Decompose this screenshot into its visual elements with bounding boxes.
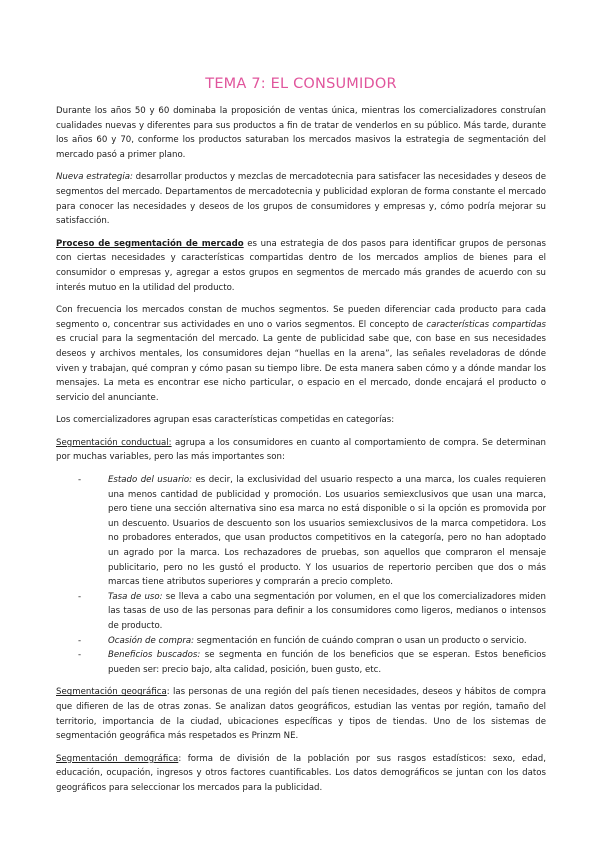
term-segmentacion-demografica: Segmentación demográfica xyxy=(56,753,179,764)
paragraph-segmentos xyxy=(56,303,546,405)
paragraph-text: es una estrategia de dos pasos para identificar grupos de personas con ciertas necesidades y características compartidas dentro de los mercados amplios de bienes para el consumidor o empresas y, agregar a estos grupos en segmentos de mercado más grandes de acuerdo con su interés mutuo en la utilidad del producto. xyxy=(56,238,546,293)
bullet-mark: - xyxy=(78,475,82,486)
paragraph-segmentacion-conductual xyxy=(56,436,546,465)
page-title: TEMA 7: EL CONSUMIDOR xyxy=(205,76,397,92)
bullet-mark: - xyxy=(78,650,82,661)
behavioral-variables-list xyxy=(56,473,546,677)
paragraph-text: agrupa a los consumidores en cuanto al comportamiento de compra. Se determinan por muchas variables, pero las más importantes son: xyxy=(56,437,546,463)
list-item-text: se lleva a cabo una segmentación por volumen, en el que los comercializadores miden las tasas de uso de las personas para definir a los consumidores como ligeros, medianos o intensos de producto. xyxy=(108,591,546,631)
term-beneficios-buscados: Beneficios buscados: xyxy=(108,650,201,661)
list-item xyxy=(78,648,546,677)
term-caracteristicas-compartidas: características compartidas xyxy=(426,319,546,330)
term-segmentacion-conductual: Segmentación conductual: xyxy=(56,437,172,448)
term-proceso-segmentacion: Proceso de segmentación de mercado xyxy=(56,238,244,249)
paragraph-proceso-segmentacion xyxy=(56,237,546,295)
term-ocasion-compra: Ocasión de compra: xyxy=(108,635,195,646)
paragraph-text: : las personas de una región del país tienen necesidades, deseos y hábitos de compra que difieren de las de otras zonas. Se analizan datos geográficos, estudian las ventas por región, tamaño del territorio, importancia de la ciudad, ubicaciones específicas y tipos de tiendas. Uno de los sistemas de segmentación geográfica más respetados es Prinzm NE. xyxy=(56,687,546,742)
paragraph-nueva-estrategia xyxy=(56,170,546,228)
paragraph-text: Con frecuencia los mercados constan de muchos segmentos. Se pueden diferenciar cada producto para cada segmento o, concentrar sus actividades en uno o varios segmentos. El concepto de xyxy=(56,305,546,330)
list-item xyxy=(78,590,546,634)
list-item-text: se segmenta en función de los beneficios que se esperan. Estos beneficios pueden ser: precio bajo, alta calidad, posición, buen gusto, etc. xyxy=(108,650,546,675)
paragraph-segmentacion-geografica xyxy=(56,685,546,743)
list-item xyxy=(78,634,546,649)
paragraph-segmentacion-demografica xyxy=(56,752,546,796)
paragraph-categorias: Los comercializadores agrupan esas características competidas en categorías: xyxy=(56,415,395,426)
term-tasa-uso: Tasa de uso: xyxy=(108,591,163,602)
paragraph-text: : forma de división de la población por sus rasgos estadísticos: sexo, edad, educación, ocupación, ingresos y otros factores cuantificables. Los datos demográficos se juntan con los datos geográficos para seleccionar los mercados para la publicidad. xyxy=(56,753,546,793)
bullet-mark: - xyxy=(78,591,82,602)
list-item-text: es decir, la exclusividad del usuario respecto a una marca, los cuales requieren una menos cantidad de publicidad y promoción. Los usuarios semiexclusivos que usan una marca, pero tiene una sección alternativa sino esa marca no está disponible o si la opción es promovida por un descuento. Usuarios de descuento son los usuarios semiexclusivos de la marca competidora. Los no probadores enterados, que usan productos competitivos en la categoría, pero no han adoptado un agrado por la marca. Los rechazadores de pruebas, son aquellos que compraron el mensaje publicitario, pero no les gustó el producto. Y los usuarios de repertorio perciben que dos o más marcas tiene atributos superiores y comprarán a precio completo. xyxy=(108,475,546,588)
term-estado-usuario: Estado del usuario: xyxy=(108,475,193,486)
paragraph-text: desarrollar productos y mezclas de mercadotecnia para satisfacer las necesidades y deseos de segmentos del mercado. Departamentos de mercadotecnia y publicidad exploran de forma constante el mercado para conocer las necesidades y deseos de los grupos de consumidores y empresas y, cómo podría mejorar su satisfacción. xyxy=(56,172,546,227)
paragraph-intro: Durante los años 50 y 60 dominaba la proposición de ventas única, mientras los comercializadores construían cualidades nuevas y diferentes para sus productos a fin de tratar de venderlos en su público. Más tarde, durante los años 60 y 70, conforme los productos saturaban los mercados masivos la estrategia de segmentación del mercado pasó a primer plano. xyxy=(56,106,546,160)
list-item-text: segmentación en función de cuándo compran o usan un producto o servicio. xyxy=(194,635,527,646)
list-item xyxy=(78,473,546,590)
term-segmentacion-geografica: Segmentación geográfica xyxy=(56,687,167,698)
paragraph-text: es crucial para la segmentación del mercado. La gente de publicidad sabe que, con base en sus necesidades deseos y archivos mentales, los consumidores dejan “huellas en la arena”, las señales reveladoras de dónde viven y trabajan, qué compran y cómo pasan su tiempo libre. De esta manera saben cómo y a dónde mandar los mensajes. La meta es encontrar ese nicho particular, o espacio en el mercado, donde encajará el producto o servicio del anunciante. xyxy=(56,334,546,403)
term-nueva-estrategia: Nueva estrategia: xyxy=(56,172,133,183)
bullet-mark: - xyxy=(78,635,82,646)
